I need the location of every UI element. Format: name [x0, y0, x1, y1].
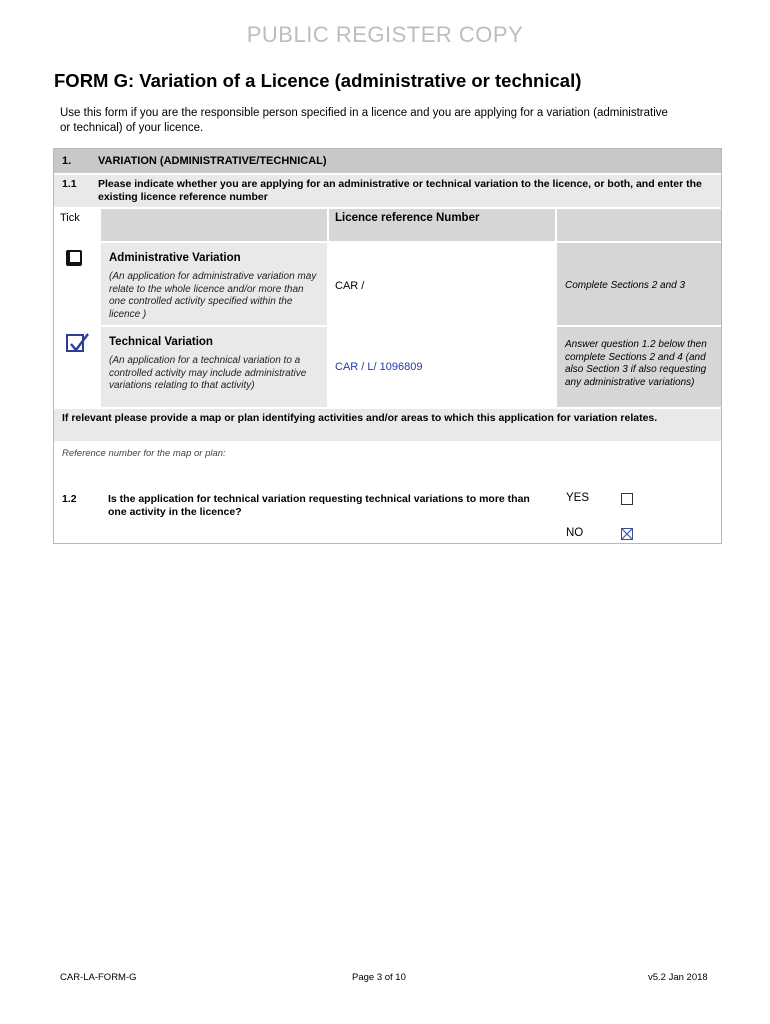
footer-form-code: CAR-LA-FORM-G: [60, 972, 137, 983]
question-number: 1.2: [62, 493, 77, 505]
question-1-1: [54, 175, 721, 207]
description-column-header: [101, 209, 327, 241]
admin-variation-description: [101, 243, 327, 325]
map-plan-prompt: If relevant please provide a map or plan identifying activities and/or areas to which this application for variation relates.: [54, 409, 721, 441]
map-reference-value[interactable]: [557, 443, 721, 487]
section-title: VARIATION (ADMINISTRATIVE/TECHNICAL): [98, 155, 327, 167]
section-number: 1.: [62, 155, 72, 167]
check-icon: [68, 332, 90, 354]
map-reference-field[interactable]: Reference number for the map or plan:: [62, 448, 226, 459]
admin-licence-ref-field[interactable]: CAR /: [335, 280, 365, 292]
admin-variation-note: Complete Sections 2 and 3: [557, 243, 721, 325]
admin-variation-text: (An application for administrative variation may relate to the whole licence and/or more than one controlled activity specified within the licence ): [109, 271, 317, 320]
technical-variation-text: (An application for a technical variation to a controlled activity may include administrative variations relating to that activity): [109, 355, 307, 391]
watermark: PUBLIC REGISTER COPY: [246, 22, 524, 47]
question-text: Please indicate whether you are applying for an administrative or technical variation to the licence, or both, and enter the existing licence reference number: [98, 178, 702, 203]
intro-text: Use this form if you are the responsible person specified in a licence and you are applying for a variation (administrative or technical) of your licence.: [60, 107, 668, 134]
technical-variation-heading: Technical Variation: [109, 336, 213, 348]
technical-variation-note: Answer question 1.2 below then complete Sections 2 and 4 (and also Section 3 if also requesting any administrative variations): [557, 327, 721, 407]
variation-form: [53, 148, 722, 544]
yes-label: YES: [566, 492, 590, 504]
yes-checkbox[interactable]: [621, 493, 633, 505]
admin-variation-heading: Administrative Variation: [109, 252, 241, 264]
question-text: Is the application for technical variation requesting technical variations to more than one activity in the licence?: [108, 493, 530, 518]
tick-column-header: Tick: [60, 212, 80, 224]
technical-variation-checkbox[interactable]: [66, 334, 84, 352]
admin-tick-cell: [54, 243, 99, 325]
notes-column-header: [557, 209, 721, 241]
yes-no-options: [557, 489, 721, 543]
technical-tick-cell: [54, 327, 99, 407]
technical-variation-description: [101, 327, 327, 407]
footer-version: v5.2 Jan 2018: [648, 972, 708, 983]
admin-variation-checkbox[interactable]: [66, 250, 82, 266]
licence-ref-column-header: Licence reference Number: [329, 209, 555, 241]
no-checkbox[interactable]: [621, 528, 633, 540]
page-title: FORM G: Variation of a Licence (administrative or technical): [54, 70, 582, 91]
no-label: NO: [566, 527, 584, 539]
question-1-2: [54, 489, 555, 543]
technical-licence-ref-field[interactable]: CAR / L/ 1096809: [335, 361, 423, 373]
footer-page-number: Page 3 of 10: [352, 972, 406, 983]
cross-icon: [622, 529, 632, 539]
section-1-header: [54, 149, 721, 173]
question-number: 1.1: [62, 178, 77, 190]
